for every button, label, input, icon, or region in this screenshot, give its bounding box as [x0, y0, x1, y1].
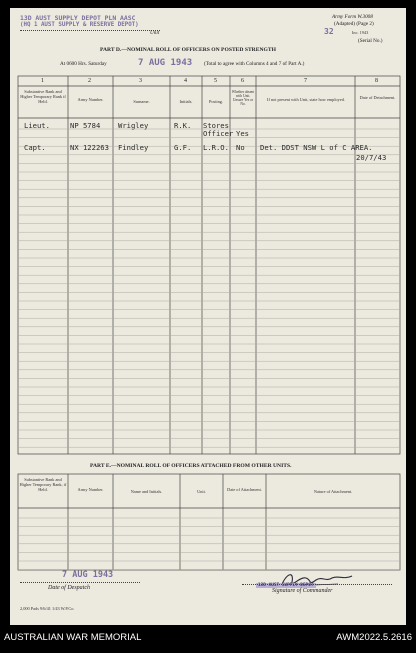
- col-header-absent: Whether absent with Unit. Unsure Yes or No.: [231, 90, 255, 107]
- roll-date-stamp: 7 AUG 1943: [138, 58, 193, 68]
- despatch-label: Date of Despatch: [48, 585, 90, 591]
- col-number-4: 4: [184, 78, 187, 84]
- col-number-7: 7: [304, 78, 307, 84]
- despatch-date-stamp: 7 AUG 1943: [62, 570, 114, 580]
- col-number-3: 3: [139, 78, 142, 84]
- row3-posting: L.R.O.: [203, 143, 229, 152]
- e-col-header-nature: Nature of Attachment.: [313, 489, 353, 494]
- e-col-header-rank: Substantive Rank and Higher Temporary Rank, if Held.: [19, 477, 67, 492]
- unit-stamp-line2: (HQ 1 AUST SUPPLY & RESERVE DEPOT): [20, 22, 139, 28]
- row1-initials: R.K.: [174, 121, 192, 130]
- e-col-header-unit: Unit.: [197, 489, 206, 494]
- at-line-post: (Total to agree with Columns 4 and 7 of Part A.): [204, 61, 305, 67]
- col-header-employed: If not present with Unit, state how employed.: [267, 97, 345, 102]
- row1-rank: Lieut.: [24, 121, 50, 130]
- row3-date: 20/7/43: [356, 153, 387, 162]
- col-number-8: 8: [375, 78, 378, 84]
- col-header-surname: Surname.: [133, 99, 150, 104]
- e-col-header-name: Name and Initials.: [130, 489, 163, 494]
- despatch-line: [20, 582, 140, 583]
- row2-absent: Yes: [236, 129, 249, 138]
- signature-unit-stamp: 13D AUST SUPPLY DEPOT: [258, 583, 314, 588]
- row3-initials: G.F.: [174, 143, 192, 152]
- col-header-posting: Posting.: [209, 99, 223, 104]
- form-ref-suffix: Inc. 1943: [352, 30, 369, 35]
- signature-label: Signature of Commander: [272, 588, 333, 594]
- at-line-pre: At 0600 Hrs. Saturday: [60, 61, 107, 67]
- part-d-title: PART D.—NOMINAL ROLL OF OFFICERS ON POSTED STRENGTH: [100, 47, 276, 53]
- col-number-1: 1: [41, 78, 44, 84]
- signature-line: [242, 584, 392, 585]
- e-col-header-date: Date of Attachment.: [227, 487, 262, 492]
- row3-employed: Det. DDST NSW L of C AREA.: [260, 143, 373, 152]
- col-header-army-number: Army Number.: [77, 97, 104, 102]
- print-note: 2,000 Pads 9/6/41 1/43 W.P.Co.: [20, 606, 75, 611]
- form-ref: 32: [324, 27, 334, 36]
- row1-surname: Wrigley: [118, 121, 149, 130]
- part-e-title: PART E.—NOMINAL ROLL OF OFFICERS ATTACHED FROM OTHER UNITS.: [90, 463, 292, 469]
- col-header-date: Date of Detachment.: [359, 95, 396, 100]
- col-header-initials: Initials.: [179, 99, 193, 104]
- serial-label: (Serial No.): [358, 38, 383, 44]
- col-number-5: 5: [214, 78, 217, 84]
- e-col-header-army-number: Army Number.: [77, 487, 104, 492]
- form-page: [10, 8, 406, 625]
- form-name: Army Form W.3008: [332, 14, 373, 20]
- credit-institution: AUSTRALIAN WAR MEMORIAL: [4, 632, 142, 643]
- row1-number: NP 5784: [70, 121, 101, 130]
- row3-surname: Findley: [118, 143, 149, 152]
- form-adapted: (Adapted) (Page 2): [334, 21, 374, 27]
- credit-accession: AWM2022.5.2616: [336, 632, 412, 643]
- row1-posting: Stores: [203, 121, 229, 130]
- unit-label: Unit: [150, 30, 160, 36]
- row3-absent: No: [236, 143, 245, 152]
- unit-stamp-line1: 13D AUST SUPPLY DEPOT PLN AASC: [20, 14, 136, 22]
- col-number-6: 6: [241, 78, 244, 84]
- row3-number: NX 122263: [70, 143, 109, 152]
- row3-rank: Capt.: [24, 143, 46, 152]
- row2-posting: Officer: [203, 129, 234, 138]
- col-header-rank: Substantive Rank and Higher Temporary Rank if Held.: [20, 89, 66, 104]
- col-number-2: 2: [88, 78, 91, 84]
